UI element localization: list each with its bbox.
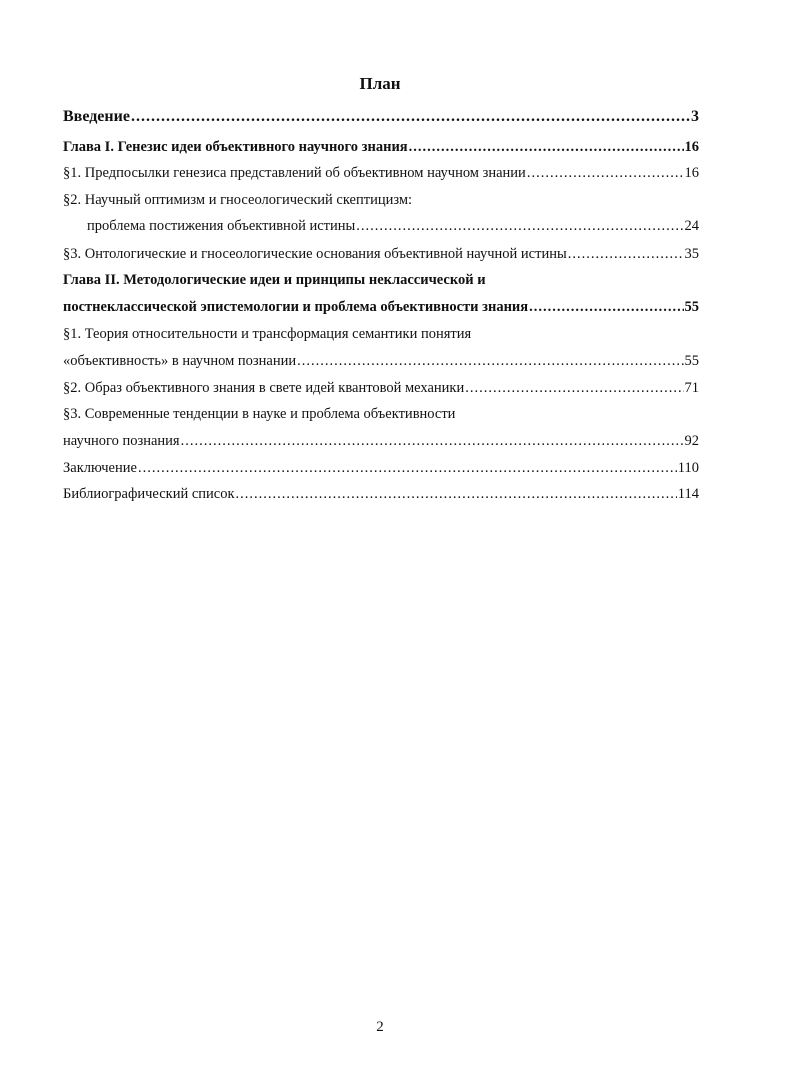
toc-label: научного познания xyxy=(63,433,180,449)
toc-entry-bibliography xyxy=(63,485,699,503)
toc-label: Библиографический список xyxy=(63,486,235,502)
dot-leader xyxy=(297,352,683,370)
toc-page: 35 xyxy=(684,246,699,262)
dot-leader xyxy=(356,217,683,235)
toc-page: 3 xyxy=(691,108,699,125)
toc-label: Глава I. Генезис идеи объективного научного знания xyxy=(63,139,408,155)
dot-leader xyxy=(131,108,690,126)
toc-label: §3. Онтологические и гносеологические основания объективной научной истины xyxy=(63,246,567,262)
toc-page: 110 xyxy=(677,460,699,476)
dot-leader xyxy=(409,138,684,156)
toc-entry-1-1 xyxy=(63,164,699,182)
toc-label: §1. Предпосылки генезиса представлений об объективном научном знании xyxy=(63,165,526,181)
toc-page: 55 xyxy=(684,299,699,315)
toc-page: 24 xyxy=(684,218,699,234)
toc-label: проблема постижения объективной истины xyxy=(87,218,356,234)
toc-page: 71 xyxy=(684,380,699,396)
toc-entry-intro xyxy=(63,108,699,126)
toc-label: постнеклассической эпистемологии и проблема объективности знания xyxy=(63,299,529,315)
toc-entry-2-2 xyxy=(63,379,699,397)
page-title: План xyxy=(359,74,401,93)
page-number: 2 xyxy=(376,1019,384,1035)
dot-leader xyxy=(465,379,683,397)
toc-entry-1-2-line1: §2. Научный оптимизм и гносеологический скептицизм: xyxy=(63,192,413,208)
toc-page: 92 xyxy=(684,433,699,449)
toc-entry-1-3 xyxy=(63,245,699,263)
dot-leader xyxy=(527,164,684,182)
toc-label: «объективность» в научном познании xyxy=(63,353,297,369)
toc-page: 16 xyxy=(684,165,699,181)
toc-label: Введение xyxy=(63,108,130,125)
toc-entry-2-1 xyxy=(63,352,699,370)
toc-entry-chapter-2 xyxy=(63,298,699,316)
toc-entry-chapter-2-line1: Глава II. Методологические идеи и принципы неклассической и xyxy=(63,272,486,288)
dot-leader xyxy=(138,459,677,477)
toc-page: 55 xyxy=(684,353,699,369)
toc-page: 114 xyxy=(677,486,699,502)
toc-page: 16 xyxy=(684,139,699,155)
toc-entry-2-1-line1: §1. Теория относительности и трансформация семантики понятия xyxy=(63,326,472,342)
dot-leader xyxy=(236,485,677,503)
toc-entry-2-3-line1: §3. Современные тенденции в науке и проблема объективности xyxy=(63,406,456,422)
dot-leader xyxy=(181,432,684,450)
toc-label: §2. Образ объективного знания в свете идей квантовой механики xyxy=(63,380,465,396)
toc-entry-1-2 xyxy=(63,217,699,235)
dot-leader xyxy=(568,245,684,263)
toc-label: Заключение xyxy=(63,460,137,476)
dot-leader xyxy=(529,298,683,316)
toc-entry-2-3 xyxy=(63,432,699,450)
toc-entry-chapter-1 xyxy=(63,138,699,156)
toc-entry-conclusion xyxy=(63,459,699,477)
